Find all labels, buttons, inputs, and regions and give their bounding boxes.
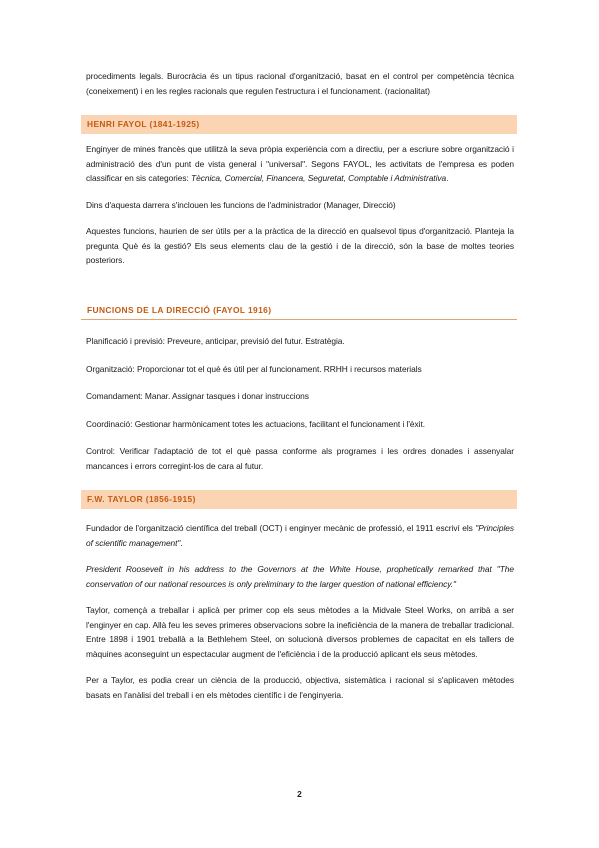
fayol-paragraph-2: Dins d'aquesta darrera s'inclouen les funcions de l'administrador (Manager, Direcció) [86, 199, 396, 210]
funcio-item-comandament: Comandament: Manar. Assignar tasques i donar instruccions [86, 391, 309, 401]
funcio-item-planificacio: Planificació i previsió: Preveure, anticipar, previsió del futur. Estratègia. [86, 336, 345, 346]
funcio-item-organitzacio: Organització: Proporcionar tot el què és útil per al funcionament. RRHH i recursos materials [86, 363, 422, 374]
funcio-item-control: Control: Verificar l'adaptació de tot el què passa conforme als programes i les ordres donades i assenyalar mancances i errors corregint-los de cara al futur. [86, 446, 514, 471]
funcio-item-coordinacio: Coordinació: Gestionar harmònicament totes les actuacions, facilitant el funcionament i l'èxit. [86, 418, 426, 429]
fayol-paragraph-1 [86, 142, 514, 186]
fayol-paragraph-3: Aquestes funcions, haurien de ser útils per a la pràctica de la direcció en qualsevol tipus d'organització. Planteja la pregunta Què és la gestió? Els seus elements clau de la gestió i de la direcció, són la base de moltes teories posteriors. [86, 226, 514, 265]
taylor-section [86, 521, 514, 702]
intro-paragraph-block [86, 69, 514, 98]
fayol-section [86, 142, 514, 268]
roosevelt-quote: President Roosevelt in his address to the Governors at the White House, prophetically remarked that "The conservation of our national resources is only preliminary to the larger question of national efficiency." [86, 564, 514, 589]
taylor-paragraph-1-text: Fundador de l'organització científica del treball (OCT) i enginyer mecànic de professió, el 1911 escriví els [86, 523, 476, 533]
intro-paragraph: procediments legals. Burocràcia és un tipus racional d'organització, basat en el control per competència tècnica (coneixement) i en les regles racionals que regulen l'estructura i el funcionament. (racionalitat) [86, 71, 514, 96]
fayol-paragraph-1-end: . [446, 173, 449, 183]
taylor-paragraph-2: Taylor, començà a treballar i aplicà per primer cop els seus mètodes a la Midvale Steel Works, on arribà a ser l'enginyer en cap. Allà feu les seves primeres observacions sobre la ineficiència de la manera de treballar tradicional. Entre 1898 i 1901 treballà a la Bethlehem Steel, on solucionà diversos problemes de capacitat en els tallers de màquines aconseguint un espectacular augment de l'eficiència i de la producció aplicant els seus mètodes. [86, 605, 514, 659]
taylor-paragraph-3: Per a Taylor, es podia crear un ciència de la producció, objectiva, sistemàtica i racional si s'aplicaven mètodes basats en l'anàlisi del treball i en els mètodes científic i de l'enginyeria. [86, 675, 514, 700]
taylor-book-title: "Principles of scientific management" [86, 523, 514, 548]
section-heading-funcions: FUNCIONS DE LA DIRECCIÓ (FAYOL 1916) [81, 301, 517, 320]
taylor-paragraph-1-end: . [180, 537, 183, 548]
page-number: 2 [297, 789, 302, 799]
section-heading-fayol: HENRI FAYOL (1841-1925) [81, 115, 517, 134]
taylor-paragraph-1 [86, 521, 514, 550]
fayol-paragraph-1-text: Enginyer de mines francès que utilitzà la seva pròpia experiència com a directiu, per a escriure sobre organització i administració des d'un punt de vista general i "universal". Segons FAYOL, les activitats de l'empresa es poden classificar en sis categories: [86, 144, 514, 183]
fayol-categories: Tècnica, Comercial, Financera, Seguretat, Comptable i Administrativa [191, 173, 447, 183]
funcions-list [86, 334, 514, 473]
section-heading-taylor: F.W. TAYLOR (1856-1915) [81, 490, 517, 509]
